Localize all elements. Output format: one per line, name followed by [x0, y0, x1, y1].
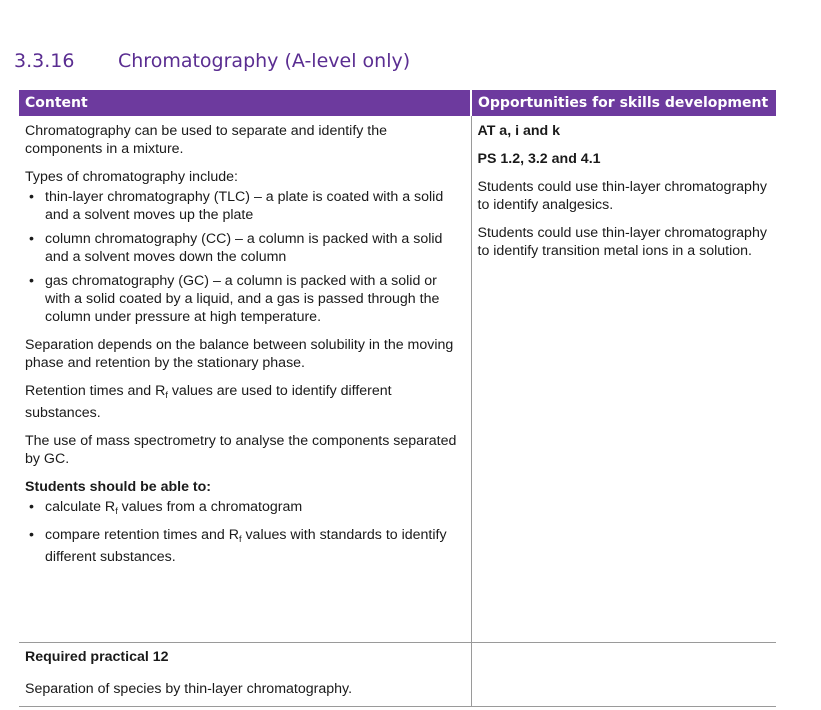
list-item: • column chromatography (CC) – a column is packed with a solid and a solvent moves down the column: [25, 230, 465, 266]
list-item: • thin-layer chromatography (TLC) – a plate is coated with a solid and a solvent moves up the plate: [25, 188, 465, 224]
list-item: • gas chromatography (GC) – a column is packed with a solid or with a solid coated by a liquid, and a gas is passed through the column under pressure at high temperature.: [25, 272, 465, 326]
practical-heading: Required practical 12: [25, 649, 169, 665]
separation-text: Separation depends on the balance between solubility in the moving phase and retention by the stationary phase.: [25, 337, 454, 371]
list-item: • calculate $R_f$ values from a chromatogram: [25, 498, 465, 520]
opportunity-item: Students could use thin-layer chromatography to identify transition metal ions in a solution.: [477, 225, 767, 259]
practical-opportunities-cell: [471, 643, 776, 707]
opportunities-header: Opportunities for skills development: [471, 90, 776, 116]
mass-spec-text: The use of mass spectrometry to analyse the components separated by GC.: [25, 433, 457, 467]
table-row: [19, 116, 776, 643]
section-number: 3.3.16: [14, 50, 75, 72]
opportunities-cell: [471, 116, 776, 643]
list-item: • compare retention times and $R_f$ values with standards to identify different substances.: [25, 526, 465, 566]
content-cell: [19, 116, 471, 643]
at-text: AT a, i and k: [477, 123, 561, 139]
students-heading: Students should be able to:: [25, 479, 212, 495]
opportunity-item: Students could use thin-layer chromatography to identify analgesics.: [477, 179, 767, 213]
practical-text: Separation of species by thin-layer chromatography.: [25, 681, 353, 697]
retention-text: Retention times and $R_f$ values are used to identify different substances.: [25, 383, 392, 421]
types-list: [25, 188, 465, 326]
section-title: Chromatography (A-level only): [118, 50, 411, 72]
table-row: [19, 643, 776, 707]
types-lead: Types of chromatography include:: [25, 169, 238, 185]
spec-table: [19, 90, 776, 707]
table-header-row: [19, 90, 776, 116]
content-header: Content: [19, 90, 471, 116]
practical-cell: [19, 643, 471, 707]
skills-list: [25, 498, 465, 566]
intro-text: Chromatography can be used to separate and identify the components in a mixture.: [25, 123, 388, 157]
section-heading: [14, 50, 410, 72]
ps-text: PS 1.2, 3.2 and 4.1: [477, 151, 601, 167]
